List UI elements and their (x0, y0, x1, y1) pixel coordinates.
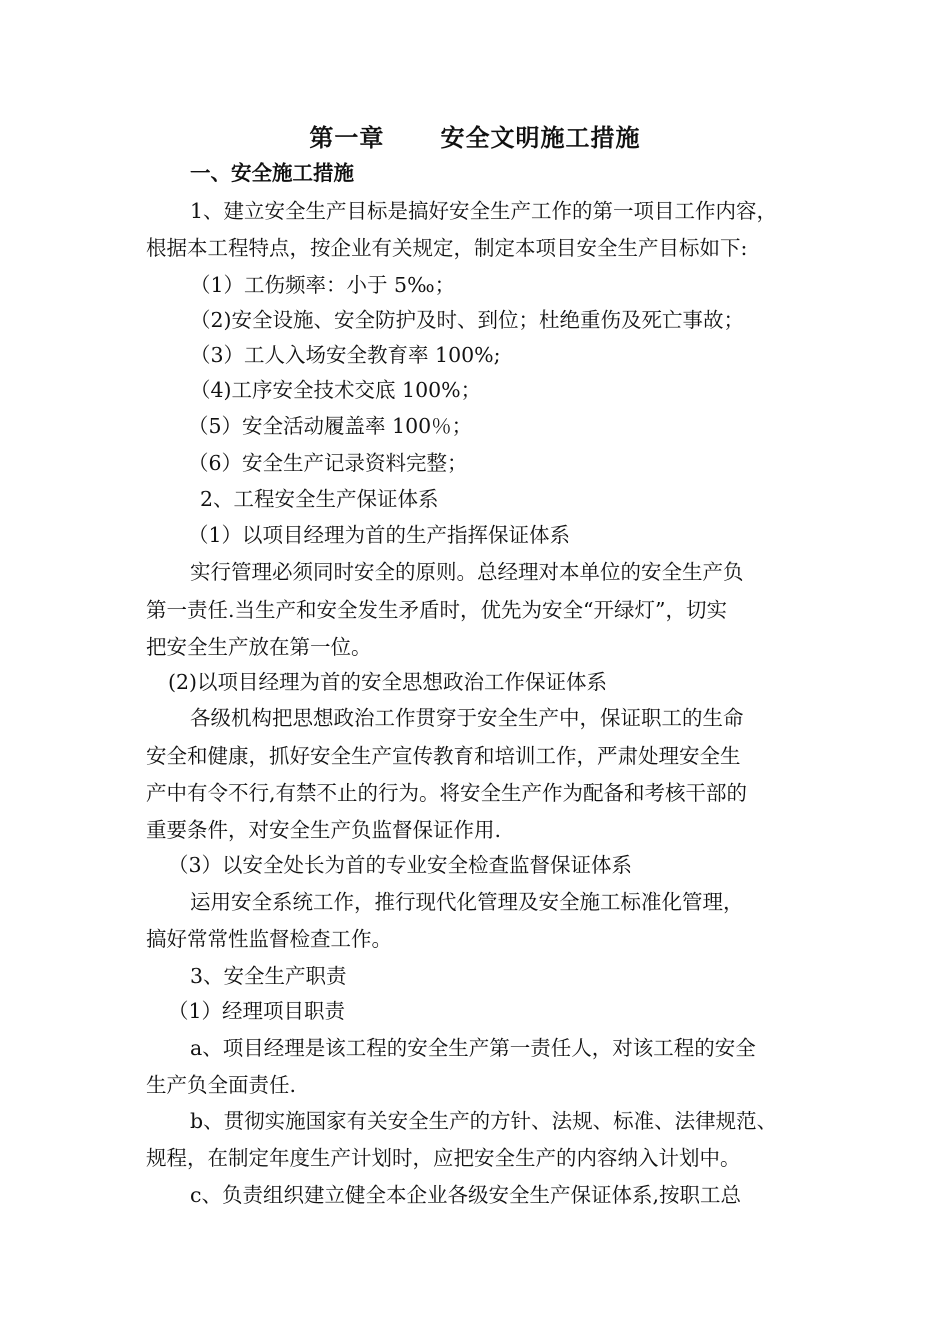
paragraph-line: 实行管理必须同时安全的原则。总经理对本单位的安全生产负 (190, 560, 744, 584)
paragraph-line: 规程，在制定年度生产计划时，应把安全生产的内容纳入计划中。 (146, 1146, 741, 1170)
list-item: （3）工人入场安全教育率 100%; (190, 343, 501, 367)
subsection-heading: 2、工程安全生产保证体系 (200, 487, 439, 511)
list-item: （6）安全生产记录资料完整； (188, 451, 468, 475)
subsection-heading: （3）以安全处长为首的专业安全检查监督保证体系 (168, 853, 633, 877)
list-item: （2)安全设施、安全防护及时、到位；杜绝重伤及死亡事故； (190, 308, 745, 332)
paragraph-line: a、项目经理是该工程的安全生产第一责任人，对该工程的安全 (190, 1036, 756, 1060)
list-item: （1）工伤频率：小于 5‰； (190, 273, 456, 297)
section-heading: 一、安全施工措施 (190, 161, 354, 185)
paragraph-line: 搞好常常性监督检查工作。 (146, 927, 392, 951)
paragraph-line: 重要条件，对安全生产负监督保证作用. (146, 818, 502, 842)
subsection-heading: （1）以项目经理为首的生产指挥保证体系 (188, 523, 571, 547)
paragraph-line: b、贯彻实施国家有关安全生产的方针、法规、标准、法律规范、 (190, 1109, 778, 1133)
paragraph-line: 1、建立安全生产目标是搞好安全生产工作的第一项目工作内容， (190, 199, 778, 223)
paragraph-line: c、负责组织建立健全本企业各级安全生产保证体系,按职工总 (190, 1183, 741, 1207)
list-item: （5）安全活动履盖率 100％； (188, 414, 473, 438)
chapter-title: 第一章 安全文明施工措施 (309, 123, 641, 152)
subsection-heading: (2)以项目经理为首的安全思想政治工作保证体系 (168, 670, 608, 694)
paragraph-line: 产中有令不行,有禁不止的行为。将安全生产作为配备和考核干部的 (146, 781, 748, 805)
paragraph-line: 第一责任.当生产和安全发生矛盾时，优先为安全“开绿灯”，切实 (146, 598, 727, 622)
paragraph-line: 各级机构把思想政治工作贯穿于安全生产中，保证职工的生命 (190, 706, 744, 730)
paragraph-line: 根据本工程特点，按企业有关规定，制定本项目安全生产目标如下: (146, 236, 748, 260)
paragraph-line: 运用安全系统工作，推行现代化管理及安全施工标准化管理， (190, 890, 744, 914)
subsection-heading: （1）经理项目职责 (168, 999, 346, 1023)
paragraph-line: 把安全生产放在第一位。 (146, 635, 372, 659)
paragraph-line: 安全和健康，抓好安全生产宣传教育和培训工作，严肃处理安全生 (146, 744, 741, 768)
subsection-heading: 3、安全生产职责 (190, 964, 347, 988)
paragraph-line: 生产负全面责任. (146, 1073, 297, 1097)
list-item: （4)工序安全技术交底 100%； (190, 378, 482, 402)
